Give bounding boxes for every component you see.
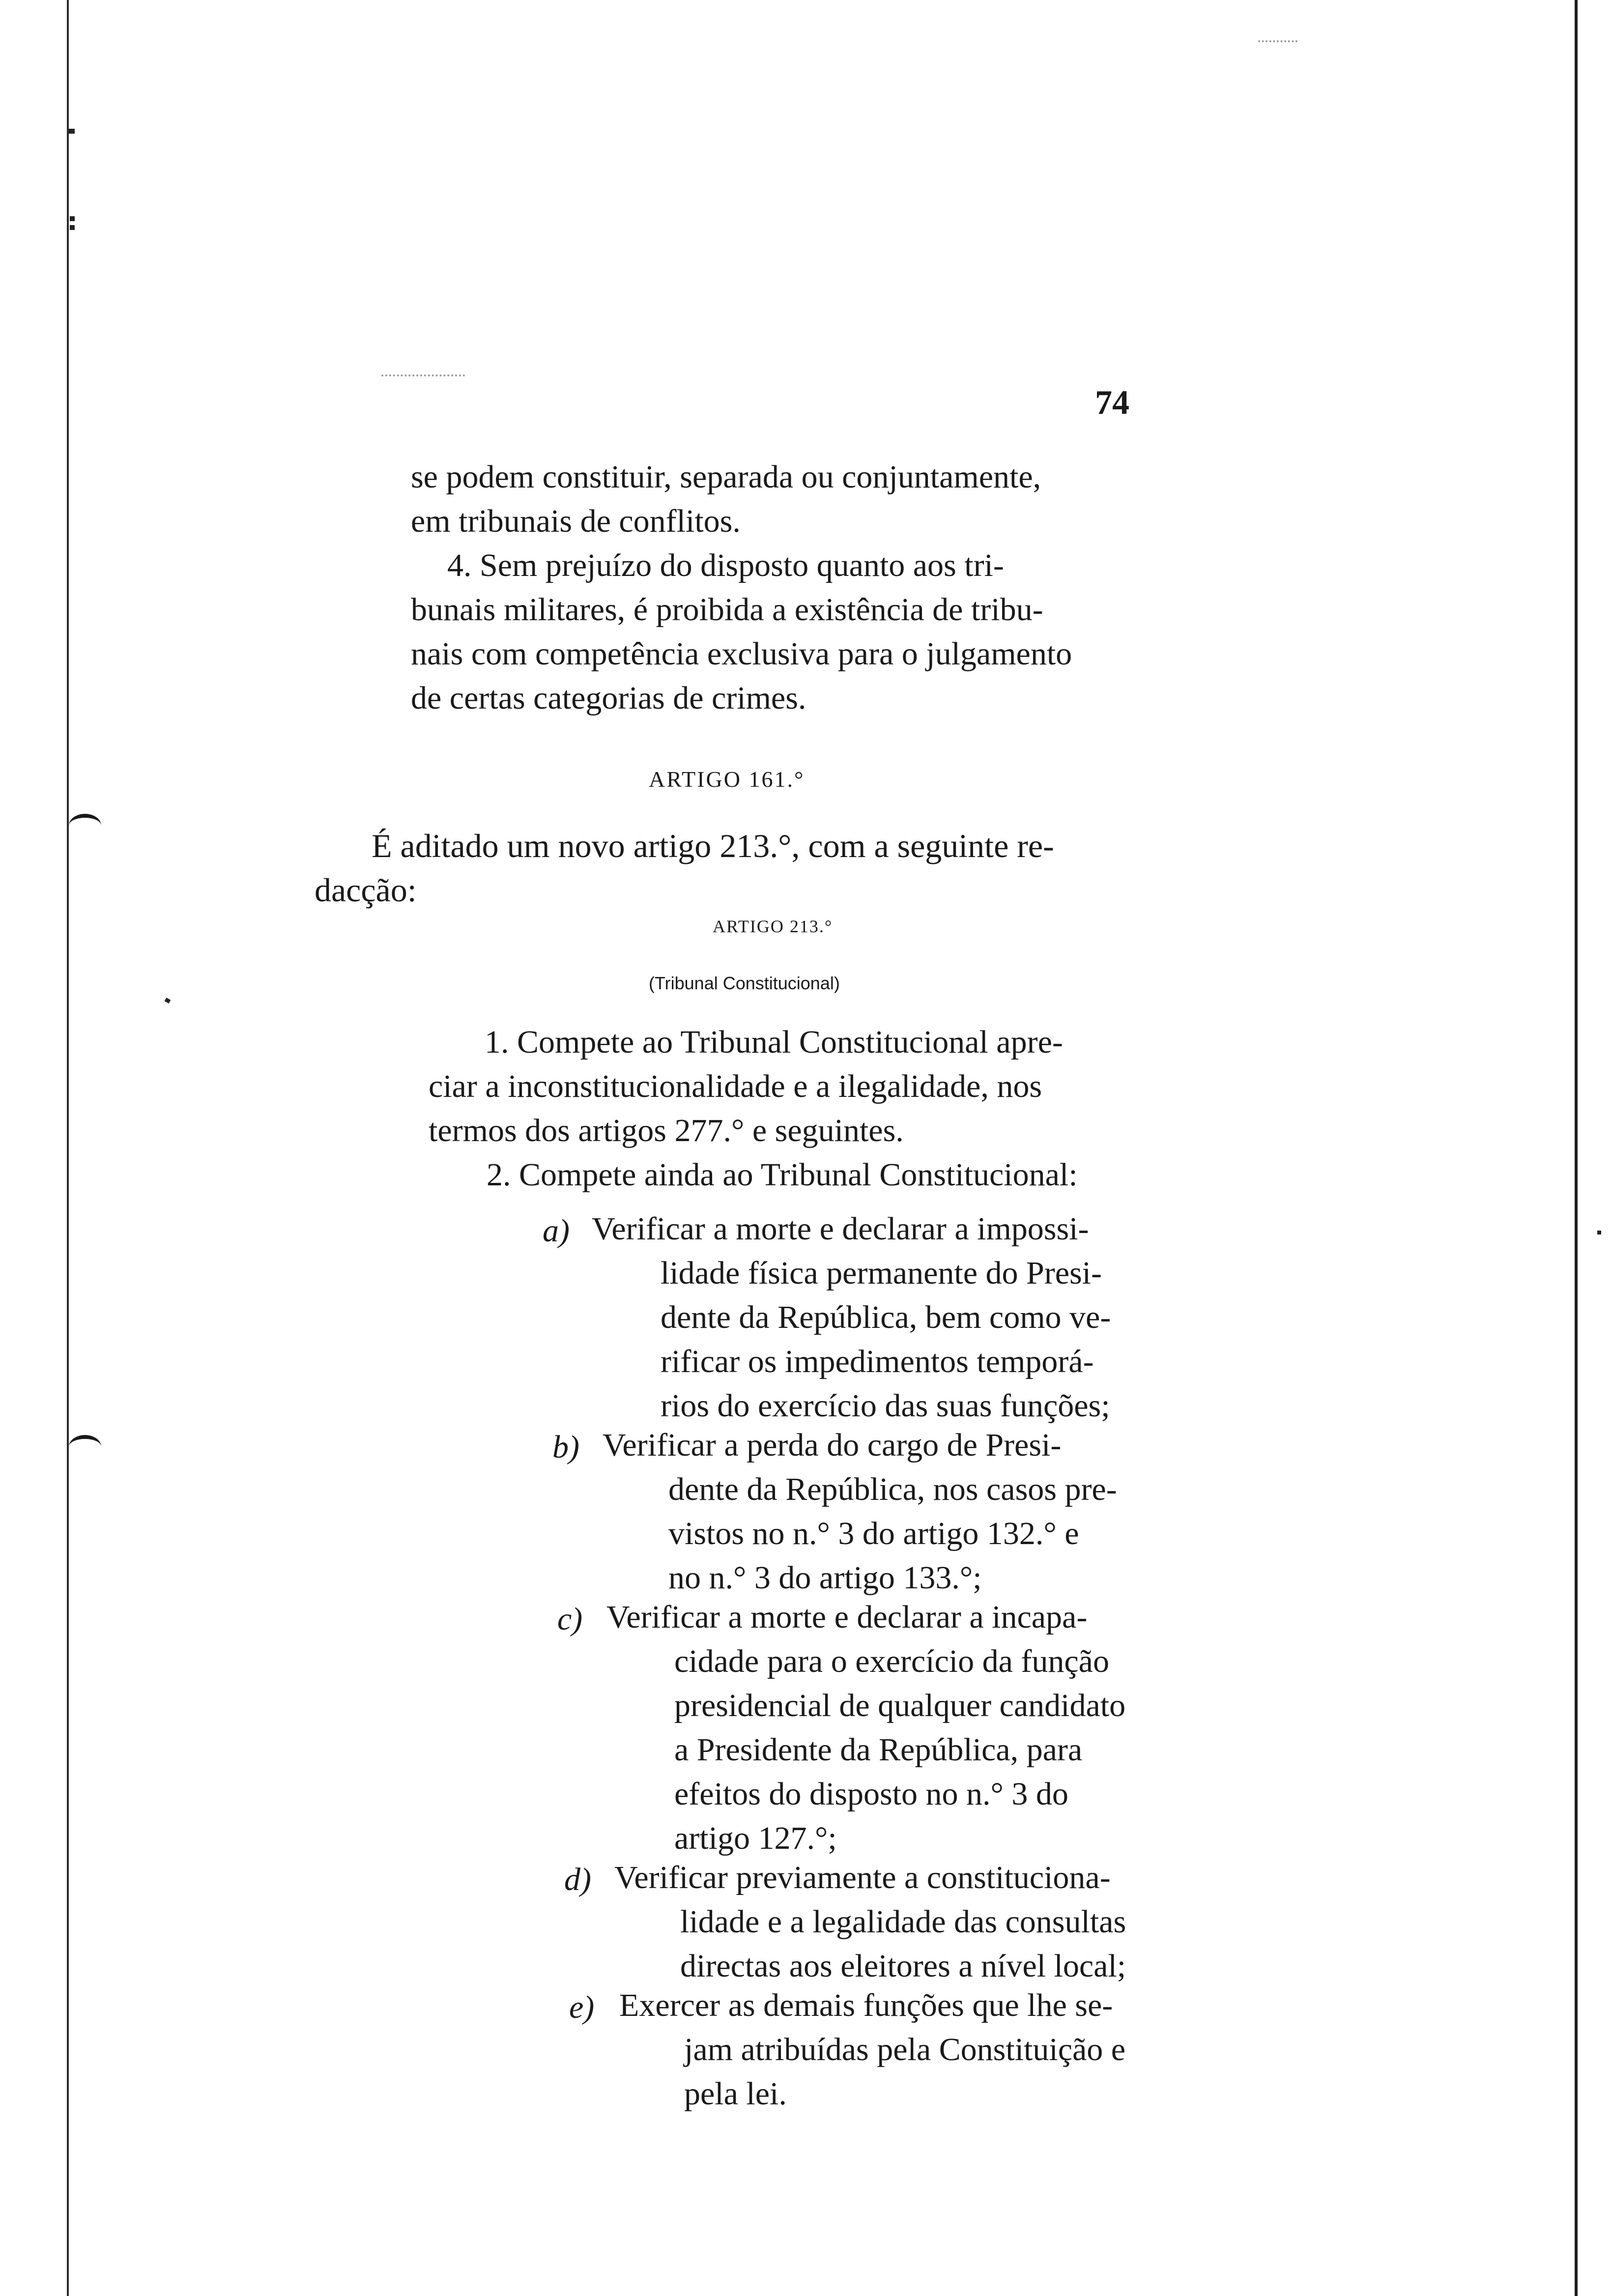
scan-dots <box>381 374 465 376</box>
item-line: rios do exercício das suas funções; <box>661 1388 1110 1424</box>
item-line: Verificar a morte e declarar a incapa- <box>606 1599 1088 1635</box>
item-line: jam atribuídas pela Constituição e <box>684 2032 1126 2067</box>
article-intro-line: É aditado um novo artigo 213.°, com a seguinte re- <box>372 827 1054 864</box>
scan-border-right <box>1575 0 1578 2296</box>
para1-line: termos dos artigos 277.° e seguintes. <box>429 1113 904 1148</box>
scan-mark <box>1597 1231 1601 1234</box>
new-article-heading: ARTIGO 213.° <box>713 917 833 936</box>
para2-intro: 2. Compete ainda ao Tribunal Constitucional: <box>487 1157 1078 1193</box>
scan-mark <box>70 225 75 230</box>
article-intro-line: dacção: <box>315 871 417 909</box>
item-line: Verificar previamente a constituciona- <box>614 1860 1111 1895</box>
item-line: lidade e a legalidade das consultas <box>680 1904 1126 1940</box>
scan-border-left <box>67 0 69 2296</box>
page-number: 74 <box>1095 384 1129 422</box>
paragraph-4-line: nais com competência exclusiva para o julgamento <box>411 636 1072 672</box>
item-line: Verificar a morte e declarar a impossi- <box>592 1211 1089 1247</box>
item-line: cidade para o exercício da função <box>674 1643 1109 1679</box>
continuation-line: em tribunais de conflitos. <box>411 503 741 539</box>
new-article-subtitle: (Tribunal Constitucional) <box>649 973 840 993</box>
item-line: vistos no n.° 3 do artigo 132.° e <box>668 1516 1079 1551</box>
item-letter: c) <box>557 1601 583 1637</box>
item-line: presidencial de qualquer candidato <box>674 1688 1126 1723</box>
item-letter: e) <box>569 1989 595 2025</box>
scan-arc-mark <box>69 1435 101 1459</box>
item-line: dente da República, bem como ve- <box>661 1299 1111 1335</box>
para1-line: ciar a inconstitucionalidade e a ilegalidade, nos <box>429 1068 1042 1104</box>
item-line: efeitos do disposto no n.° 3 do <box>674 1776 1068 1812</box>
item-line: artigo 127.°; <box>674 1820 837 1856</box>
scan-mark <box>70 216 75 221</box>
scan-mark <box>69 129 75 134</box>
item-line: Exercer as demais funções que lhe se- <box>619 1987 1113 2023</box>
para1-line: 1. Compete ao Tribunal Constitucional apre- <box>485 1024 1063 1060</box>
paragraph-4-line: 4. Sem prejuízo do disposto quanto aos tri- <box>447 547 1004 583</box>
item-line: dente da República, nos casos pre- <box>668 1471 1117 1507</box>
item-letter: b) <box>552 1429 579 1465</box>
item-line: lidade física permanente do Presi- <box>661 1255 1102 1291</box>
item-line: no n.° 3 do artigo 133.°; <box>668 1560 982 1596</box>
scan-arc-mark <box>69 814 101 837</box>
article-heading: ARTIGO 161.° <box>649 767 805 792</box>
item-line: a Presidente da República, para <box>674 1732 1083 1768</box>
scan-dots <box>1258 40 1297 42</box>
item-letter: d) <box>564 1862 591 1897</box>
item-line: rificar os impedimentos temporá- <box>661 1344 1094 1379</box>
item-letter: a) <box>543 1213 570 1249</box>
scan-mark <box>165 998 171 1004</box>
item-line: directas aos eleitores a nível local; <box>680 1948 1126 1984</box>
item-line: pela lei. <box>684 2076 787 2112</box>
paragraph-4-line: de certas categorias de crimes. <box>411 680 806 716</box>
continuation-line: se podem constituir, separada ou conjuntamente, <box>411 459 1041 495</box>
paragraph-4-line: bunais militares, é proibida a existência de tribu- <box>411 592 1043 628</box>
item-line: Verificar a perda do cargo de Presi- <box>603 1427 1062 1463</box>
